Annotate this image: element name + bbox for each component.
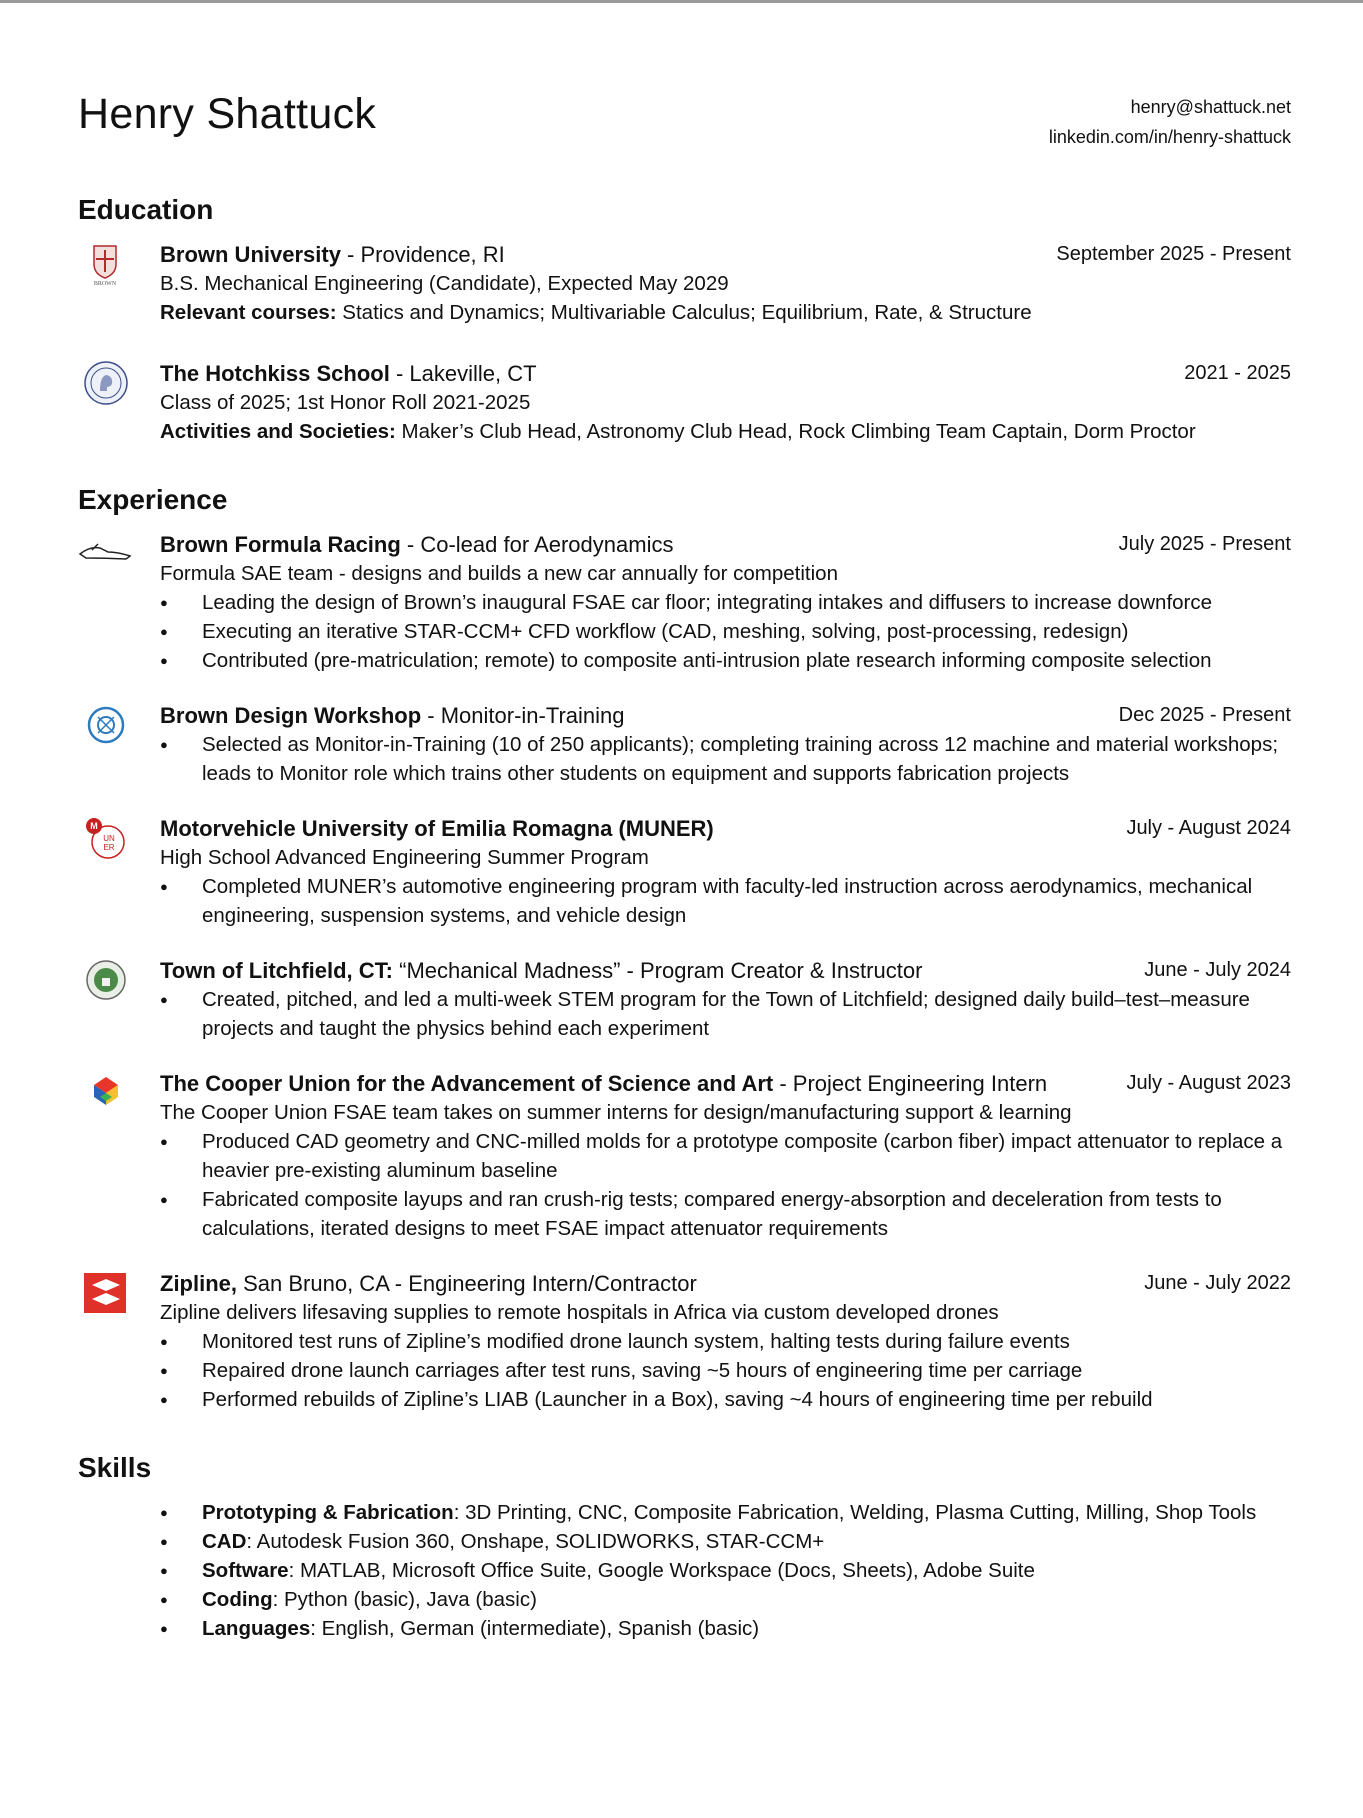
bullet-list <box>160 730 1291 788</box>
muner-logo-icon <box>78 816 134 860</box>
hotchkiss-seal-icon <box>78 361 134 405</box>
education-heading: Education <box>78 194 214 225</box>
experience-heading: Experience <box>78 484 228 515</box>
org-name: Zipline, <box>160 1271 237 1296</box>
entry-date: July - August 2023 <box>1126 1072 1291 1094</box>
design-workshop-logo-icon <box>78 703 134 747</box>
entry-date: July - August 2024 <box>1126 817 1291 839</box>
resume-page <box>78 84 1291 1643</box>
org-name: Motorvehicle University of Emilia Romagna (MUNER) <box>160 816 714 841</box>
experience-cooper-union <box>78 1069 1291 1243</box>
bullet-item: ● Contributed (pre-matriculation; remote) to composite anti-intrusion plate research informing composite selection <box>160 646 1291 675</box>
org-description: Zipline delivers lifesaving supplies to remote hospitals in Africa via custom developed drones <box>160 1301 999 1324</box>
skill-item: ● Languages: English, German (intermediate), Spanish (basic) <box>160 1614 1291 1643</box>
entry-date: Dec 2025 - Present <box>1118 704 1291 726</box>
org-description: High School Advanced Engineering Summer Program <box>160 846 649 869</box>
bullet-item: ● Fabricated composite layups and ran crush-rig tests; compared energy-absorption and deceleration from tests to calculations, iterated designs to meet FSAE impact attenuator requirements <box>160 1185 1291 1243</box>
bullet-list <box>160 1327 1291 1414</box>
svg-text:M: M <box>90 821 98 831</box>
org-name: Brown Formula Racing <box>160 532 401 557</box>
brown-university-logo-icon <box>78 242 134 286</box>
top-border <box>0 0 1363 3</box>
skill-item: ● CAD: Autodesk Fusion 360, Onshape, SOLIDWORKS, STAR-CCM+ <box>160 1527 1291 1556</box>
litchfield-seal-icon <box>78 958 134 1002</box>
entry-date: June - July 2024 <box>1144 959 1291 981</box>
entry-date: September 2025 - Present <box>1056 243 1291 265</box>
linkedin-link[interactable]: linkedin.com/in/henry-shattuck <box>1048 127 1291 147</box>
contact-info <box>1049 92 1291 152</box>
education-hotchkiss <box>78 359 1291 446</box>
education-brown <box>78 240 1291 327</box>
courses-line: Relevant courses: Statics and Dynamics; Multivariable Calculus; Equilibrium, Rate, & Structure <box>160 301 1032 324</box>
bullet-item: ● Repaired drone launch carriages after test runs, saving ~5 hours of engineering time per carriage <box>160 1356 1291 1385</box>
race-car-icon <box>78 532 134 576</box>
resume-header <box>78 84 1291 194</box>
org-description: The Cooper Union FSAE team takes on summer interns for design/manufacturing support & learning <box>160 1101 1072 1124</box>
school-location: - Providence, RI <box>340 242 505 267</box>
class-line: Class of 2025; 1st Honor Roll 2021-2025 <box>160 391 531 414</box>
bullet-item: ● Monitored test runs of Zipline’s modified drone launch system, halting tests during failure events <box>160 1327 1291 1356</box>
experience-litchfield <box>78 956 1291 1043</box>
bullet-item: ● Leading the design of Brown’s inaugural FSAE car floor; integrating intakes and diffusers to increase downforce <box>160 588 1291 617</box>
experience-brown-design-workshop <box>78 701 1291 788</box>
skill-item: ● Prototyping & Fabrication: 3D Printing, CNC, Composite Fabrication, Welding, Plasma Cutting, Milling, Shop Tools <box>160 1498 1291 1527</box>
bullet-item: ● Selected as Monitor-in-Training (10 of 250 applicants); completing training across 12 machine and material workshops; leads to Monitor role which trains other students on equipment and supports fabrication projects <box>160 730 1291 788</box>
org-name: Town of Litchfield, CT: <box>160 958 393 983</box>
bullet-list <box>160 588 1291 675</box>
entry-date: June - July 2022 <box>1144 1272 1291 1294</box>
degree-line: B.S. Mechanical Engineering (Candidate), Expected May 2029 <box>160 272 729 295</box>
experience-muner <box>78 814 1291 930</box>
cooper-union-logo-icon <box>78 1071 134 1115</box>
org-description: Formula SAE team - designs and builds a new car annually for competition <box>160 562 838 585</box>
bullet-list <box>160 1127 1291 1243</box>
skills-list <box>160 1498 1291 1643</box>
role: San Bruno, CA - Engineering Intern/Contractor <box>237 1271 697 1296</box>
role: - Monitor-in-Training <box>421 703 625 728</box>
bullet-item: ● Created, pitched, and led a multi-week STEM program for the Town of Litchfield; designed daily build–test–measure projects and taught the physics behind each experiment <box>160 985 1291 1043</box>
school-name: The Hotchkiss School <box>160 361 390 386</box>
role: - Project Engineering Intern <box>773 1071 1048 1096</box>
skill-item: ● Software: MATLAB, Microsoft Office Suite, Google Workspace (Docs, Sheets), Adobe Suite <box>160 1556 1291 1585</box>
experience-brown-formula-racing <box>78 530 1291 675</box>
entry-date: 2021 - 2025 <box>1184 362 1291 384</box>
svg-text:ER: ER <box>103 843 115 852</box>
bullet-item: ● Completed MUNER’s automotive engineering program with faculty-led instruction across aerodynamics, mechanical engineering, suspension systems, and vehicle design <box>160 872 1291 930</box>
activities-line: Activities and Societies: Maker’s Club Head, Astronomy Club Head, Rock Climbing Team Captain, Dorm Proctor <box>160 420 1196 443</box>
email-link[interactable]: henry@shattuck.net <box>1130 97 1291 117</box>
skill-item: ● Coding: Python (basic), Java (basic) <box>160 1585 1291 1614</box>
zipline-logo-icon <box>78 1271 134 1315</box>
school-name: Brown University <box>160 242 341 267</box>
entry-date: July 2025 - Present <box>1118 533 1291 555</box>
skills-heading: Skills <box>78 1452 152 1483</box>
svg-text:UN: UN <box>103 834 115 843</box>
svg-text:BROWN: BROWN <box>93 281 117 286</box>
school-location: - Lakeville, CT <box>389 361 537 386</box>
bullet-item: ● Performed rebuilds of Zipline’s LIAB (Launcher in a Box), saving ~4 hours of engineering time per rebuild <box>160 1385 1291 1414</box>
bullet-item: ● Executing an iterative STAR-CCM+ CFD workflow (CAD, meshing, solving, post-processing, redesign) <box>160 617 1291 646</box>
org-name: The Cooper Union for the Advancement of Science and Art <box>160 1071 774 1096</box>
experience-zipline <box>78 1269 1291 1414</box>
skills-section <box>78 1498 1291 1643</box>
bullet-list <box>160 985 1291 1043</box>
bullet-item: ● Produced CAD geometry and CNC-milled molds for a prototype composite (carbon fiber) impact attenuator to replace a heavier pre-existing aluminum baseline <box>160 1127 1291 1185</box>
role: - Co-lead for Aerodynamics <box>400 532 674 557</box>
org-name: Brown Design Workshop <box>160 703 422 728</box>
role: “Mechanical Madness” - Program Creator & Instructor <box>393 958 923 983</box>
candidate-name: Henry Shattuck <box>78 90 377 138</box>
bullet-list <box>160 872 1291 930</box>
